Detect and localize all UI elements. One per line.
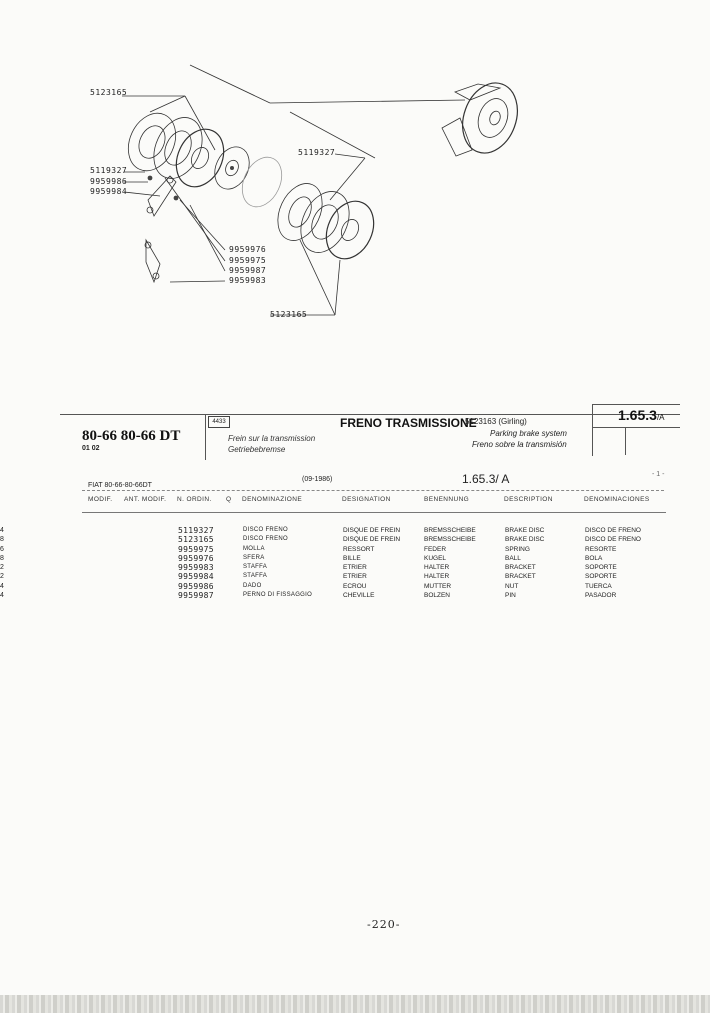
cell-fr: DISQUE DE FREIN [343,527,401,534]
cell-es: DISCO DE FRENO [585,536,641,544]
cell-q: 6 [0,545,4,553]
cell-de: BREMSSCHEIBE [424,527,476,534]
cell-es: BOLA [585,554,603,562]
cell-q: 2 [0,573,4,581]
cell-pn: 9959987 [178,591,214,601]
cell-q: 4 [0,582,4,590]
col-q: Q [226,496,232,503]
callout-disc-bottom: 5123165 [270,310,308,319]
cell-pn: 5119327 [178,526,214,535]
exploded-diagram [0,0,710,400]
cell-en: BALL [505,554,521,562]
subtitle-fr: Frein sur la transmission [228,434,316,443]
cell-q: 4 [0,527,4,534]
cell-de: BOLZEN [424,592,451,600]
ref-main: 1.65.3 [618,407,657,423]
cell-it: STAFFA [243,573,268,580]
ref-number [618,407,665,423]
cell-es: SOPORTE [585,573,617,581]
cell-en: BRACKET [505,573,536,581]
ref-box-bottom-rule [592,427,680,428]
table-row [0,582,710,591]
cell-en: BRAKE DISC [505,536,545,544]
col-modif: MODIF. [88,496,113,503]
callout-pin: 9959976 [229,245,267,254]
cell-fr: ECROU [343,582,367,590]
cell-fr: DISQUE DE FREIN [343,536,401,544]
callout-pin-low: 9959987 [229,266,267,275]
cell-de: KUGEL [424,554,447,562]
cell-en: NUT [505,582,519,590]
ref-box-tick [625,427,626,455]
cell-es: DISCO DE FRENO [585,527,641,534]
cell-es: SOPORTE [585,564,617,572]
header-divider [205,414,206,460]
cell-pn: 9959975 [178,544,214,554]
col-den-it: DENOMINAZIONE [242,496,303,503]
cell-it: PERNO DI FISSAGGIO [243,592,313,599]
callout-bracket-low: 9959983 [229,276,267,285]
cell-es: PASADOR [585,592,617,600]
callout-bracket-top: 9959984 [90,187,128,196]
col-n-ordin: N. ORDIN. [177,496,212,503]
ref-box-left-rule [592,404,593,456]
table-row [0,554,710,563]
ref-secondary: 1.65.3/ A [462,472,510,486]
cell-fr: BILLE [343,554,361,562]
ref-box-top-rule [592,404,680,405]
header-top-rule [60,414,680,415]
colhead-rule [82,512,666,513]
ref-suffix: /A [656,413,665,422]
cell-q: 8 [0,536,4,544]
cell-de: HALTER [424,573,450,581]
callout-disc-right-left: 5119327 [90,166,128,175]
cell-pn: 5123165 [178,535,214,545]
cell-it: DISCO FRENO [243,536,288,543]
cell-it: STAFFA [243,564,268,571]
callout-disc-right: 5119327 [298,148,336,157]
callout-disc-top-left: 5123165 [90,88,128,97]
table-row [0,526,710,535]
cell-pn: 9959976 [178,553,214,563]
fiat-model: FIAT 80-66-80-66DT [88,482,152,489]
col-benennung: BENENNUNG [424,496,470,503]
cell-es: TUERCA [585,582,612,590]
cell-de: BREMSSCHEIBE [424,536,476,544]
meta-rule [82,490,664,491]
cell-it: SFERA [243,554,265,561]
col-designation: DESIGNATION [342,496,391,503]
table-row [0,591,710,600]
cell-fr: ETRIER [343,573,367,581]
table-row [0,545,710,554]
cell-en: BRAKE DISC [505,527,545,534]
cell-pn: 9959983 [178,563,214,573]
title-code: 5123163 (Girling) [465,417,527,426]
cell-q: 8 [0,554,4,562]
cell-en: SPRING [505,545,530,553]
table-row [0,563,710,572]
cell-de: MUTTER [424,582,452,590]
page-number: -220- [367,918,401,931]
cell-it: MOLLA [243,545,265,552]
page-title: FRENO TRASMISSIONE [340,416,477,430]
cell-pn: 9959984 [178,572,214,582]
table-row [0,535,710,544]
title-es: Freno sobre la transmisión [472,440,567,449]
cell-q: 2 [0,564,4,572]
callout-ball-mid: 9959975 [229,256,267,265]
col-ant-modif: ANT. MODIF. [124,496,167,503]
cell-fr: ETRIER [343,564,367,572]
page-index: - 1 - [652,471,665,478]
cell-it: DISCO FRENO [243,527,288,533]
callout-ball-top: 9959986 [90,177,128,186]
cell-fr: CHEVILLE [343,592,375,600]
cell-es: RESORTE [585,545,617,553]
model-title: 80-66 80-66 DT [82,428,181,444]
model-subtitle: 01 02 [82,445,100,452]
group-code: 4433 [208,416,230,428]
cell-it: DADO [243,582,262,589]
cell-pn: 9959986 [178,581,214,591]
cell-en: BRACKET [505,564,536,572]
subtitle-de: Getriebebremse [228,445,286,454]
cell-de: HALTER [424,564,450,572]
cell-de: FEDER [424,545,447,553]
cell-fr: RESSORT [343,545,375,553]
col-den-es: DENOMINACIONES [584,496,650,503]
cell-en: PIN [505,592,516,600]
scan-edge [0,995,710,1013]
table-row [0,572,710,581]
title-en: Parking brake system [490,429,567,438]
cell-q: 4 [0,592,4,600]
parts-table [0,526,710,600]
date: (09-1986) [302,476,333,483]
col-description: DESCRIPTION [504,496,553,503]
